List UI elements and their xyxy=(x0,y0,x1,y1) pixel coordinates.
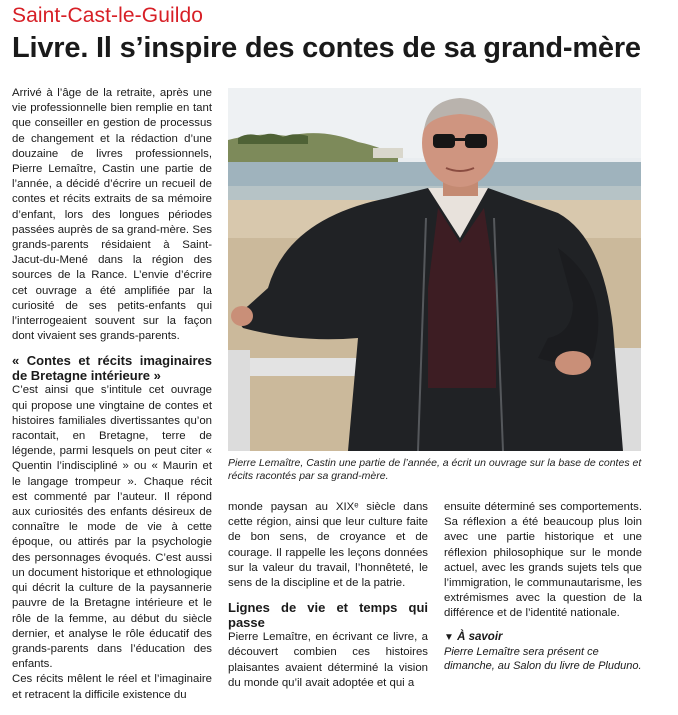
paragraph: monde paysan au XIXᵉ siècle dans cette région, ainsi que leur culture faite de bon sens, de croyance et de courage. Il rappelle les leçons données sur la valeur du travail, l’honnêteté, le sens de la discipline et de la patrie. xyxy=(228,501,428,590)
info-box-heading xyxy=(444,630,642,645)
kicker: Saint-Cast-le-Guildo xyxy=(12,4,204,27)
paragraph: ensuite déterminé ses comportements. Sa réflexion a été beaucoup plus loin avec une partie historique et une réflexion philosophique sur le monde actuel, avec les grands sujets tels que l’immigration, le communautarisme, les extrémismes avec la question de la différence et de l’identité nationale. xyxy=(444,501,642,620)
paragraph: Ces récits mêlent le réel et l’imaginaire et retracent la difficile existence du xyxy=(12,673,212,701)
photo-illustration xyxy=(228,88,641,451)
paragraph: C’est ainsi que s’intitule cet ouvrage qui propose une vingtaine de contes et histoires familiales divertissantes qu’on racontait, en Bretagne, terre de légende, parmi lesquels on peut citer « Quentin l’indiscipliné » ou « Maurin et le langage trompeur ». Chaque récit est commenté par l’auteur. Il répond aux curiosités des enfants désireux de connaître le mode de vie à cette époque, ou attirés par la psychologie des personnages évoqués. C’est aussi un document historique et ethnologique qui décrit la culture de la paysannerie pauvre de la Bretagne intérieure et le rôle de la femme, au début du siècle dernier, et analyse le rôle éducatif des grands-parents dans l’éducation des enfants. xyxy=(12,384,212,671)
subheading: Lignes de vie et temps qui passe xyxy=(228,600,428,631)
triangle-down-icon: ▼ xyxy=(444,631,454,643)
headline: Livre. Il s’inspire des contes de sa grand-mère xyxy=(12,32,641,64)
paragraph: Pierre Lemaître, en écrivant ce livre, a découvert combien ces histoires plaisantes avaient déterminé la vision du monde qu’il avait adoptée et qui a xyxy=(228,631,428,689)
paragraph: Arrivé à l’âge de la retraite, après une vie professionnelle bien remplie en tant que conseiller en gestion de processus de changement et la rédaction d’une douzaine de livres professionnels, Pierre Lemaître, Castin une partie de l’année, a décidé d’écrire un recueil de contes et récits extraits de sa mémoire d’enfant, lors des longues périodes passées auprès de sa grand-mère. Ses grands-parents résidaient à Saint-Jacut-du-Mené dans la région des sources de la Rance. L’envie d’écrire cet ouvrage a été amplifiée par la curiosité de ses petits-enfants qui l’interrogeaient souvent sur la façon dont vivaient ses grands-parents. xyxy=(12,87,212,343)
column-1 xyxy=(12,86,212,703)
subheading: « Contes et récits imaginaires de Bretagne intérieure » xyxy=(12,353,212,384)
column-3 xyxy=(444,500,642,673)
info-box-label: À savoir xyxy=(457,630,503,643)
column-2 xyxy=(228,500,428,691)
photo-caption: Pierre Lemaître, Castin une partie de l’année, a écrit un ouvrage sur la base de contes et récits racontés par sa grand-mère. xyxy=(228,457,642,482)
info-box-text: Pierre Lemaître sera présent ce dimanche, au Salon du livre de Pluduno. xyxy=(444,645,642,672)
portrait-photo xyxy=(228,88,641,451)
